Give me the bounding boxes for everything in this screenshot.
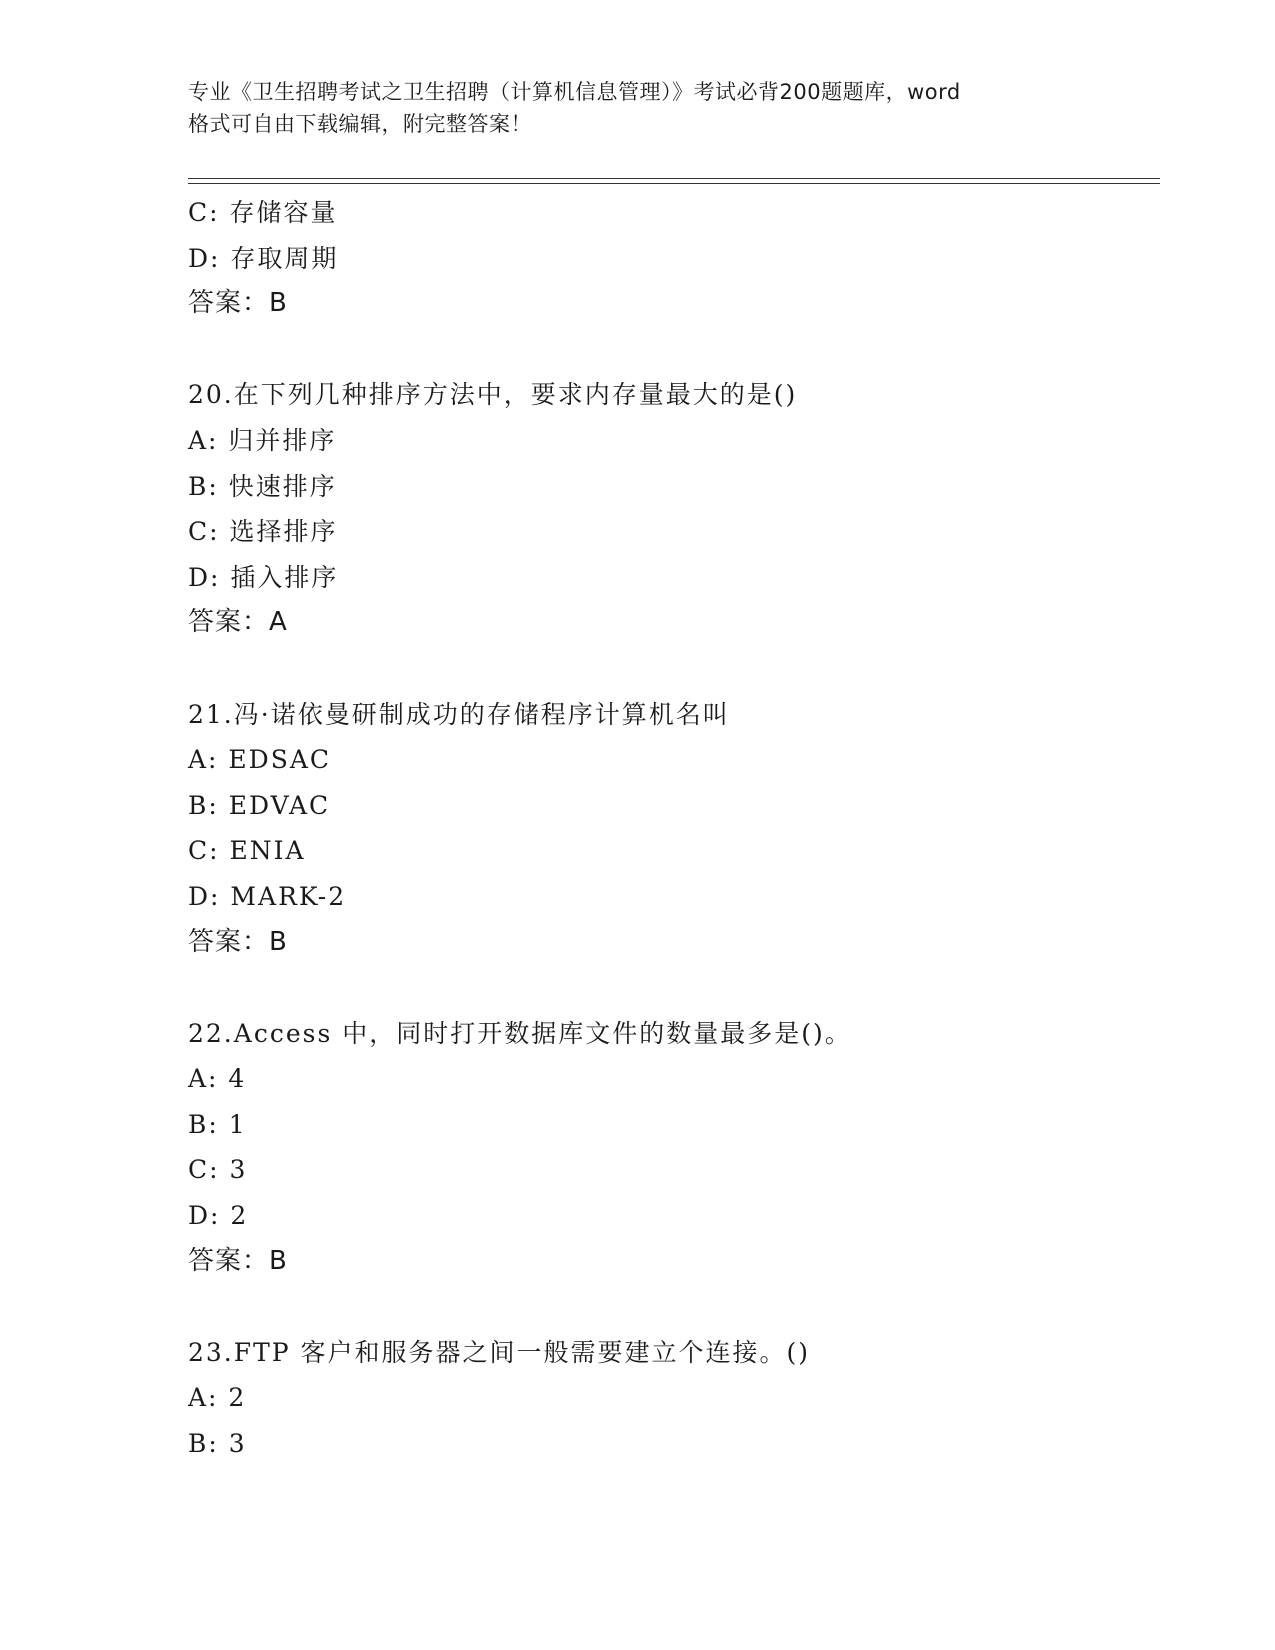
answer-line: 答案：B <box>188 288 288 319</box>
document-header <box>188 76 1088 140</box>
option-a: A: 2 <box>188 1383 247 1413</box>
spacer <box>188 965 1160 1011</box>
header-divider <box>188 178 1160 184</box>
question-23 <box>188 1330 1160 1467</box>
option-a: A: EDSAC <box>188 745 332 775</box>
option-d: D: 存取周期 <box>188 243 339 273</box>
question-21 <box>188 692 1160 966</box>
answer-line: 答案：A <box>188 607 288 638</box>
answer-line: 答案：B <box>188 926 288 957</box>
header-title-line-2: 格式可自由下载编辑，附完整答案！ <box>188 112 532 136</box>
option-c: C: 选择排序 <box>188 517 338 547</box>
option-d: D: 插入排序 <box>188 562 339 592</box>
option-c: C: 3 <box>188 1155 248 1185</box>
spacer <box>188 327 1160 373</box>
question-stem: 22.Access 中，同时打开数据库文件的数量最多是()。 <box>188 1018 852 1048</box>
question-stem: 21.冯·诺依曼研制成功的存储程序计算机名叫 <box>188 699 730 729</box>
option-b: B: 1 <box>188 1109 247 1139</box>
question-stem: 23.FTP 客户和服务器之间一般需要建立个连接。() <box>188 1337 811 1367</box>
question-list <box>188 190 1160 1467</box>
option-c: C: ENIA <box>188 836 306 866</box>
answer-line: 答案：B <box>188 1245 288 1276</box>
option-b: B: 3 <box>188 1429 247 1459</box>
option-b: B: EDVAC <box>188 790 331 820</box>
option-d: D: 2 <box>188 1201 249 1231</box>
option-b: B: 快速排序 <box>188 471 337 501</box>
question-stem: 20.在下列几种排序方法中，要求内存量最大的是() <box>188 380 798 410</box>
option-d: D: MARK-2 <box>188 881 347 911</box>
header-title-line-1: 专业《卫生招聘考试之卫生招聘（计算机信息管理）》考试必背200题题库，word <box>188 80 961 104</box>
option-c: C: 存储容量 <box>188 198 338 227</box>
question-19-partial <box>188 190 1160 327</box>
spacer <box>188 1284 1160 1330</box>
spacer <box>188 646 1160 692</box>
option-a: A: 归并排序 <box>188 425 337 455</box>
question-22 <box>188 1011 1160 1285</box>
option-a: A: 4 <box>188 1064 247 1094</box>
question-20 <box>188 372 1160 646</box>
